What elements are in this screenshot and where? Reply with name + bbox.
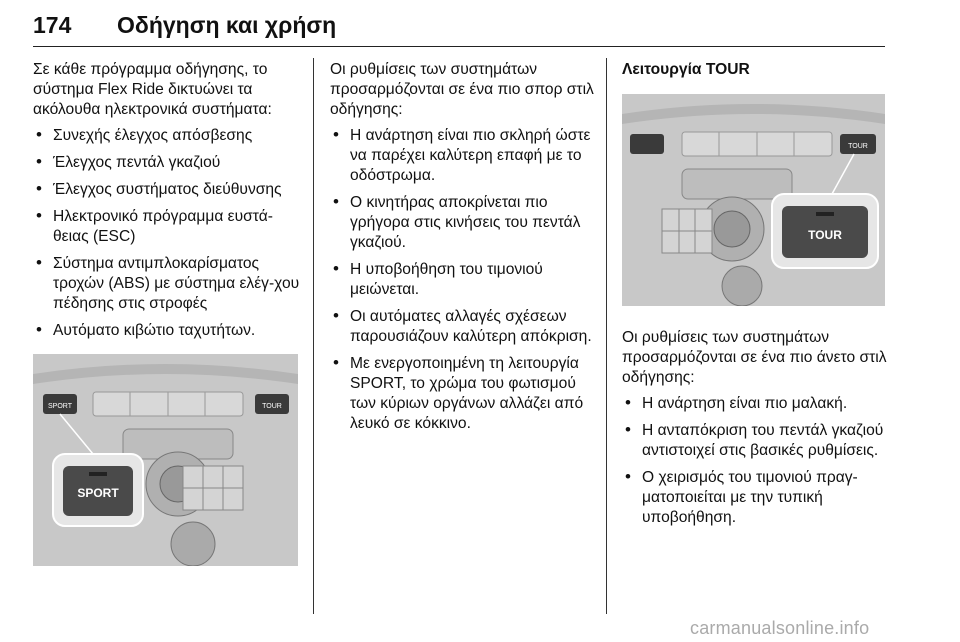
list-item: • Αυτόματο κιβώτιο ταχυτήτων. — [33, 321, 301, 341]
tour-mode-heading: Λειτουργία TOUR — [622, 61, 750, 78]
tour-settings-list — [622, 394, 890, 528]
flexride-intro: Σε κάθε πρόγραμμα οδήγησης, το σύστημα Flex Ride δικτυώνει τα ακόλουθα ηλεκτρονικά συστήματα: — [33, 61, 272, 118]
sport-intro: Οι ρυθμίσεις των συστημάτων προσαρμόζονται σε ένα πιο σπορ στιλ οδήγησης: — [330, 61, 594, 118]
list-item: • Έλεγχος συστήματος διεύθυνσης — [33, 180, 301, 200]
page-header — [33, 6, 885, 47]
page-title: Οδήγηση και χρήση — [117, 12, 337, 38]
list-item: • Έλεγχος πεντάλ γκαζιού — [33, 153, 301, 173]
list-item: • Η υποβοήθηση του τιμονιού μειώνεται. — [330, 260, 598, 300]
zoom-tour-label: TOUR — [808, 228, 842, 242]
list-item: • Συνεχής έλεγχος απόσβεσης — [33, 126, 301, 146]
list-item: • Με ενεργοποιημένη τη λειτουργία SPORT, το χρώμα του φωτισμού των κύριων οργάνων αλλάζει από λευκό σε κόκκινο. — [330, 354, 598, 434]
list-item: • Σύστημα αντιμπλοκαρίσματος τροχών (ABS) με σύστημα ελέγ-χου πέδησης στις στροφές — [33, 254, 301, 314]
column-divider — [606, 58, 607, 614]
column-1 — [33, 60, 301, 375]
sport-button-figure — [33, 354, 298, 566]
list-item: • Η ανταπόκριση του πεντάλ γκαζιού αντιστοιχεί στις βασικές ρυθμίσεις. — [622, 421, 890, 461]
tour-button-figure — [622, 94, 885, 306]
list-item: • Οι αυτόματες αλλαγές σχέσεων παρουσιάζουν καλύτερη απόκριση. — [330, 307, 598, 347]
column-2 — [330, 60, 598, 441]
page-number: 174 — [33, 12, 72, 38]
column-divider — [313, 58, 314, 614]
list-item: • Η ανάρτηση είναι πιο σκληρή ώστε να παρέχει καλύτερη επαφή με το οδόστρωμα. — [330, 126, 598, 186]
zoom-sport-label: SPORT — [77, 486, 119, 500]
small-tour-label: TOUR — [262, 403, 282, 410]
list-item: • Ηλεκτρονικό πρόγραμμα ευστά-θειας (ESC) — [33, 207, 301, 247]
list-item: • Ο κινητήρας αποκρίνεται πιο γρήγορα στις κινήσεις του πεντάλ γκαζιού. — [330, 193, 598, 253]
small-sport-label: SPORT — [48, 403, 72, 410]
watermark: carmanualsonline.info — [690, 618, 870, 638]
small-tour-label: TOUR — [848, 143, 868, 150]
list-item: • Η ανάρτηση είναι πιο μαλακή. — [622, 394, 890, 414]
tour-intro: Οι ρυθμίσεις των συστημάτων προσαρμόζονται σε ένα πιο άνετο στιλ οδήγησης: — [622, 329, 887, 386]
flexride-systems-list — [33, 126, 301, 341]
list-item: • Ο χειρισμός του τιμονιού πραγ-ματοποιείται με την τυπική υποβοήθηση. — [622, 468, 890, 528]
sport-settings-list — [330, 126, 598, 434]
